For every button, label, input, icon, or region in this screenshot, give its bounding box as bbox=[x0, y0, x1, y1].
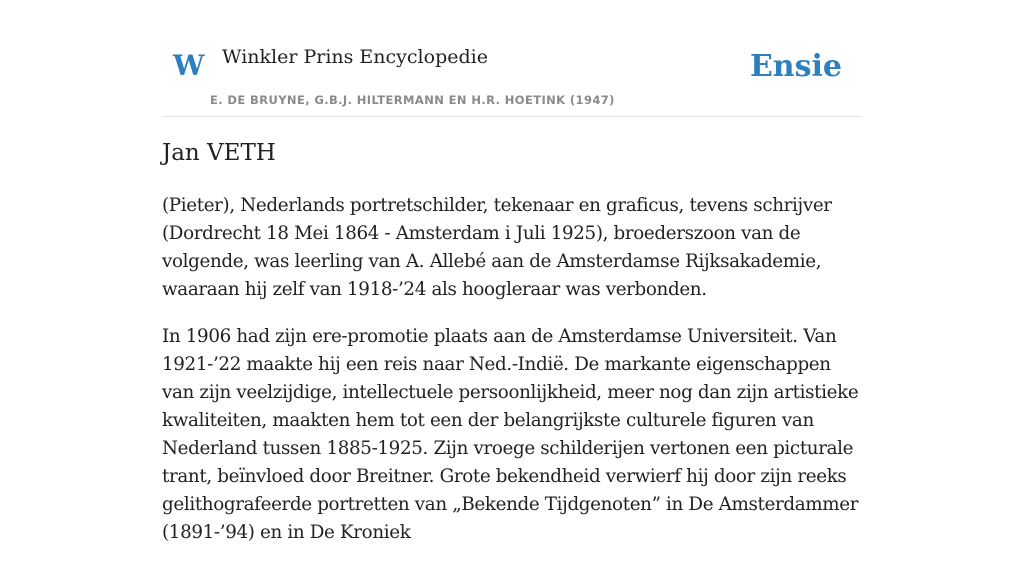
encyclopedia-title[interactable]: Winkler Prins Encyclopedie bbox=[222, 46, 488, 68]
article bbox=[162, 138, 862, 566]
authors-line: E. DE BRUYNE, G.B.J. HILTERMANN EN H.R. HOETINK (1947) bbox=[210, 93, 615, 107]
winkler-prins-logo[interactable]: W bbox=[173, 49, 205, 82]
article-paragraph: In 1906 had zijn ere-promotie plaats aan de Amsterdamse Universiteit. Van 1921-’22 maakte hij een reis naar Ned.-Indië. De markante eigenschappen van zijn veelzijdige, intellectuele persoonlijkheid, meer nog dan zijn artistieke kwaliteiten, maakten hem tot een der belangrijkste culturele figuren van Nederland tussen 1885-1925. Zijn vroege schilderijen vertonen een picturale trant, beïnvloed door Breitner. Grote bekendheid verwierf hij door zijn reeks gelithografeerde portretten van „Bekende Tijdgenoten” in De Amsterdammer (1891-’94) en in De Kroniek bbox=[162, 326, 859, 544]
entry-title: Jan VETH bbox=[162, 140, 276, 166]
ensie-brand-link[interactable]: Ensie bbox=[749, 49, 842, 84]
site-header bbox=[162, 0, 862, 117]
article-paragraph: (Pieter), Nederlands portretschilder, tekenaar en graficus, tevens schrijver (Dordrecht 18 Mei 1864 - Amsterdam i Juli 1925), broederszoon van de volgende, was leerling van A. Allebé aan de Amsterdamse Rijksakademie, waaraan hij zelf van 1918-’24 als hoogleraar was verbonden. bbox=[162, 195, 832, 301]
